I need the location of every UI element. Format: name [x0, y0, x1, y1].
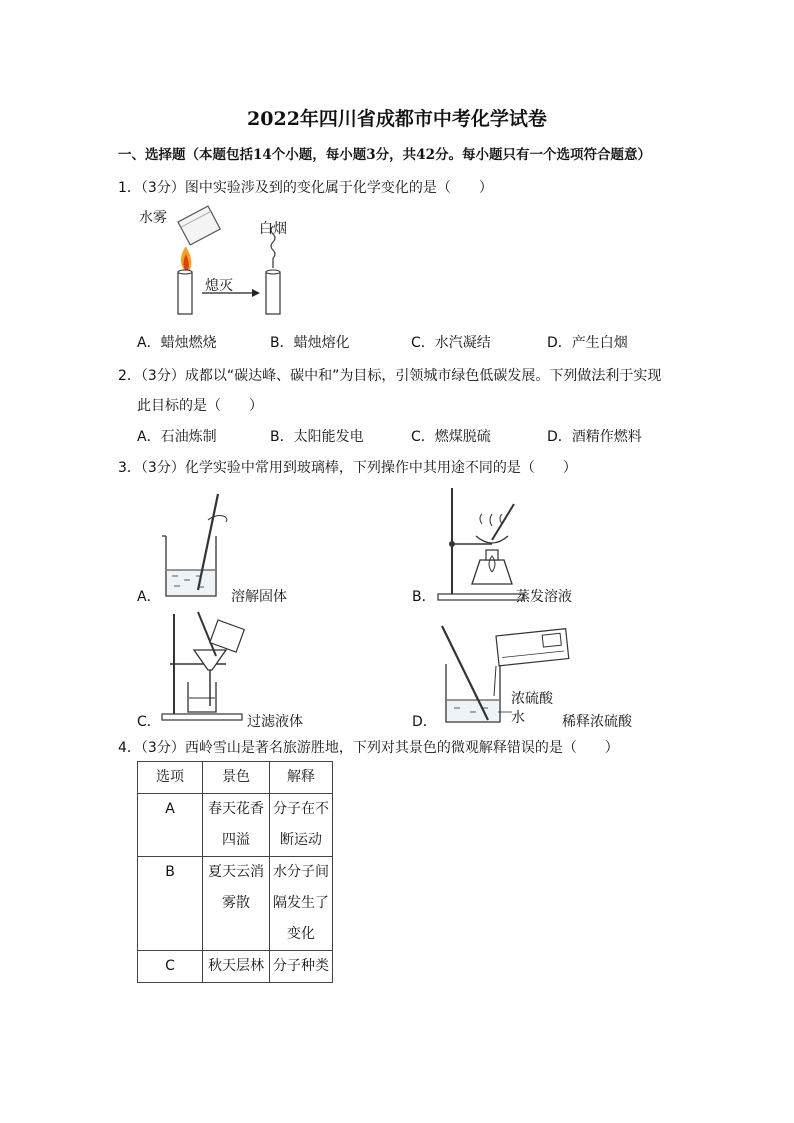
q3-caption-c: 过滤液体: [247, 714, 303, 730]
page-title: 2022年四川省成都市中考化学试卷: [247, 108, 547, 130]
question-3-stem: 3．（3分）化学实验中常用到玻璃棒，下列操作中其用途不同的是（ ）: [118, 460, 577, 476]
q3-label-water: 水: [511, 710, 525, 726]
q3-caption-a: 溶解固体: [231, 589, 287, 605]
acid-bottle: [496, 629, 569, 666]
question-1-stem: 1．（3分）图中实验涉及到的变化属于化学变化的是（ ）: [118, 180, 493, 196]
q3-caption-b: 蒸发溶液: [516, 589, 572, 605]
q2-option-c[interactable]: C．燃煤脱硫: [411, 429, 491, 445]
table-cell-scene: 春天花香 四溢: [203, 794, 270, 857]
candle-right: [266, 272, 280, 314]
table-row: [138, 857, 333, 951]
label-extinguish: 熄灭: [205, 278, 233, 294]
q2-option-a[interactable]: A．石油炼制: [137, 429, 217, 445]
question-2-stem-line1: 2．（3分）成都以“碳达峰、碳中和”为目标，引领城市绿色低碳发展。下列做法利于实现: [118, 368, 662, 384]
q3-figure-a: [160, 490, 240, 602]
table-cell-option: A: [138, 794, 203, 857]
table-row: [138, 794, 333, 857]
table-row: [138, 951, 333, 983]
q2-option-b[interactable]: B．太阳能发电: [270, 429, 364, 445]
table-header-cell: 解释: [270, 762, 333, 794]
q3-letter-c[interactable]: C．: [137, 714, 161, 730]
label-smoke: 白烟: [259, 221, 287, 237]
q4-table: [137, 761, 333, 983]
q1-option-c[interactable]: C．水汽凝结: [411, 335, 491, 351]
candle-left: [178, 272, 192, 314]
q1-option-d[interactable]: D．产生白烟: [547, 335, 628, 351]
q1-option-b[interactable]: B．蜡烛熔化: [270, 335, 350, 351]
q3-figure-c: [160, 610, 256, 722]
beaker-icon: [178, 206, 220, 245]
section-heading: 一、选择题（本题包括14个小题，每小题3分，共42分。每小题只有一个选项符合题意）: [118, 147, 651, 163]
table-cell-scene: 秋天层林: [203, 951, 270, 983]
glass-rod: [492, 504, 514, 540]
table-header-row: [138, 762, 333, 794]
table-cell-scene: 夏天云消 雾散: [203, 857, 270, 951]
q3-letter-a[interactable]: A．: [137, 589, 161, 605]
table-cell-option: B: [138, 857, 203, 951]
table-header-cell: 景色: [203, 762, 270, 794]
table-cell-option: C: [138, 951, 203, 983]
table-cell-explain: 分子在不 断运动: [270, 794, 333, 857]
label-mist: 水雾: [139, 210, 167, 226]
q3-letter-d[interactable]: D．: [412, 714, 437, 730]
table-cell-explain: 分子种类: [270, 951, 333, 983]
flame-icon: [181, 246, 191, 270]
q3-letter-b[interactable]: B．: [412, 589, 436, 605]
q3-figure-d: [438, 620, 578, 726]
question-2-stem-line2: 此目标的是（ ）: [137, 398, 263, 414]
q2-option-d[interactable]: D．酒精作燃料: [547, 429, 642, 445]
stir-arrow-icon: [208, 516, 227, 522]
question-4-stem: 4．（3分）西岭雪山是著名旅游胜地，下列对其景色的微观解释错误的是（ ）: [118, 740, 619, 756]
table-cell-explain: 水分子间 隔发生了 变化: [270, 857, 333, 951]
q1-option-a[interactable]: A．蜡烛燃烧: [137, 335, 217, 351]
q3-caption-d: 稀释浓硫酸: [562, 714, 632, 730]
table-header-cell: 选项: [138, 762, 203, 794]
q3-label-acid: 浓硫酸: [511, 691, 553, 707]
